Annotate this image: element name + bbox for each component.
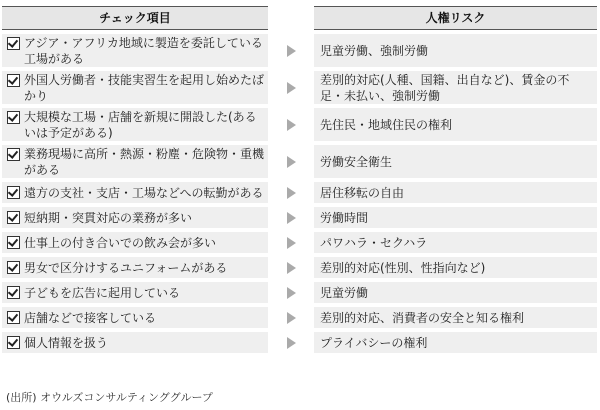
table-row (0, 232, 600, 253)
source-note: (出所) オウルズコンサルティンググループ (6, 391, 213, 404)
arrow-right-icon (287, 156, 296, 168)
check-item-cell (2, 332, 268, 353)
table-row (0, 34, 600, 67)
risk-text: 差別的対応、消費者の安全と知る権利 (320, 310, 525, 325)
risk-cell (314, 307, 597, 328)
check-item-cell (2, 182, 268, 203)
check-item-text: 大規模な工場・店舗を新規に開設した(あるいは予定がある) (24, 110, 257, 140)
risk-text: 労働時間 (320, 210, 369, 225)
checkbox-icon (7, 336, 20, 349)
check-item-cell (2, 257, 268, 278)
header-human-rights-risk: 人権リスク (314, 6, 597, 30)
table-row (0, 71, 600, 104)
check-item-text: 子どもを広告に起用している (24, 285, 181, 300)
risk-cell (314, 207, 597, 228)
risk-text: 差別的対応(人種、国籍、出自など)、賃金の不足・未払い、強制労働 (320, 72, 570, 103)
arrow-right-icon (287, 337, 296, 349)
risk-cell (314, 332, 597, 353)
checkbox-icon (7, 111, 20, 124)
risk-text: 児童労働 (320, 285, 369, 300)
check-item-cell (2, 232, 268, 253)
check-item-cell (2, 34, 268, 67)
arrow-right-icon (287, 262, 296, 274)
risk-text: 児童労働、強制労働 (320, 43, 429, 58)
table-row (0, 282, 600, 303)
check-item-cell (2, 145, 268, 178)
check-item-text: 男女で区分けするユニフォームがある (24, 260, 228, 275)
risk-text: パワハラ・セクハラ (320, 235, 428, 250)
table-row (0, 207, 600, 228)
check-item-text: 短納期・突貫対応の業務が多い (24, 210, 193, 225)
risk-text: 居住移転の自由 (320, 185, 405, 200)
header-check-items: チェック項目 (2, 6, 268, 30)
table-row (0, 332, 600, 353)
risk-text: プライバシーの権利 (320, 335, 428, 350)
table-row (0, 257, 600, 278)
checkbox-icon (7, 261, 20, 274)
risk-text: 先住民・地域住民の権利 (320, 117, 453, 132)
check-item-cell (2, 108, 268, 141)
check-item-cell (2, 71, 268, 104)
checkbox-icon (7, 236, 20, 249)
arrow-right-icon (287, 45, 296, 57)
arrow-right-icon (287, 287, 296, 299)
check-item-text: 店舗などで接客している (24, 310, 157, 325)
arrow-right-icon (287, 212, 296, 224)
arrow-right-icon (287, 187, 296, 199)
risk-cell (314, 34, 597, 67)
check-item-text: アジア・アフリカ地域に製造を委託している工場がある (24, 36, 263, 66)
checkbox-icon (7, 74, 20, 87)
check-item-text: 外国人労働者・技能実習生を起用し始めたばかり (24, 73, 265, 103)
risk-cell (314, 182, 597, 203)
check-item-text: 遠方の支社・支店・工場などへの転勤がある (24, 185, 264, 200)
checkbox-icon (7, 186, 20, 199)
check-item-text: 業務現場に高所・熱源・粉塵・危険物・重機がある (24, 147, 265, 177)
arrow-right-icon (287, 312, 296, 324)
checkbox-icon (7, 148, 20, 161)
checkbox-icon (7, 211, 20, 224)
risk-cell (314, 232, 597, 253)
check-item-text: 仕事上の付き合いでの飲み会が多い (24, 235, 217, 250)
table-row (0, 307, 600, 328)
check-item-text: 個人情報を扱う (24, 335, 109, 350)
arrow-right-icon (287, 237, 296, 249)
check-item-cell (2, 307, 268, 328)
risk-text: 差別的対応(性別、性指向など) (320, 260, 486, 275)
risk-text: 労働安全衛生 (320, 154, 393, 169)
checkbox-icon (7, 311, 20, 324)
table-row (0, 108, 600, 141)
check-item-cell (2, 282, 268, 303)
risk-cell (314, 282, 597, 303)
check-item-cell (2, 207, 268, 228)
arrow-right-icon (287, 82, 296, 94)
risk-cell (314, 145, 597, 178)
table-row (0, 145, 600, 178)
arrow-right-icon (287, 119, 296, 131)
risk-cell (314, 71, 597, 104)
table-row (0, 182, 600, 203)
checkbox-icon (7, 286, 20, 299)
risk-cell (314, 108, 597, 141)
table-header (0, 6, 600, 30)
checkbox-icon (7, 37, 20, 50)
risk-cell (314, 257, 597, 278)
